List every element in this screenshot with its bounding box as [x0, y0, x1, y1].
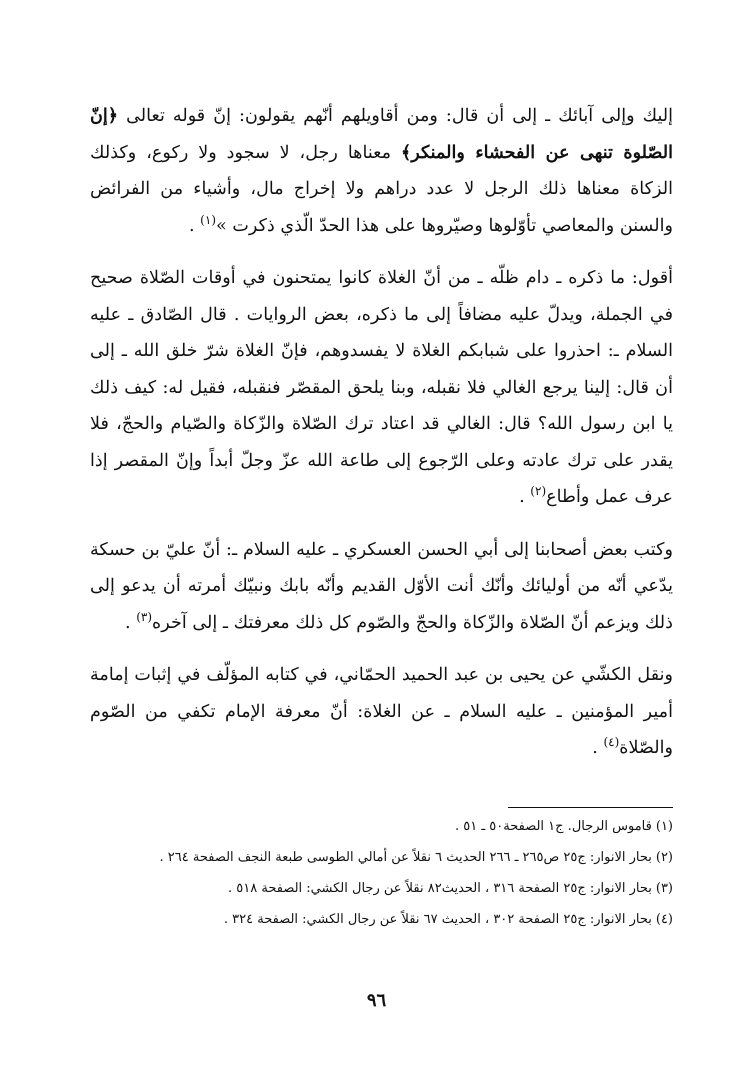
footnote-3-text: بحار الانوار: ج٢٥ الصفحة ٣١٦ ، الحديث٨٢ نقلاً عن رجال الكشي: الصفحة ٥١٨ .: [228, 881, 652, 896]
paragraph-2-text: أقول: ما ذكره ـ دام ظلّه ـ من أنّ الغلاة كانوا يمتحنون في أوقات الصّلاة صحيح في الجملة، ويدلّ عليه مضافاً إلى ما ذكره، بعض الروايات . قال الصّادق ـ عليه السلام ـ: احذروا على شبابكم الغلاة لا يفسدوهم، فإنّ الغلاة شرّ خلق الله ـ إلى أن قال: إلينا يرجع الغالي فلا نقبله، وبنا يلحق المقصّر فنقبله، فقيل له: كيف ذلك يا ابن رسول الله؟ قال: الغالي قد اعتاد ترك الصّلاة والزّكاة والصّيام والحجّ، فلا يقدر على ترك عادته وعلى الرّجوع إلى طاعة الله عزّ وجلّ أبداً وإنّ المقصر إذا عرف عمل وأطاع: [90, 268, 673, 507]
paragraph-3: [90, 532, 673, 642]
page-number: ٩٦: [366, 990, 387, 1011]
paragraph-3-text: وكتب بعض أصحابنا إلى أبي الحسن العسكري ـ عليه السلام ـ: أنّ عليّ بن حسكة يدّعي أنّه من أوليائك وأنّك أنت الأوّل القديم وأنّه بابك ونبيّك أمرته أن يدعو إلى ذلك ويزعم أنّ الصّلاة والزّكاة والحجّ والصّوم كل ذلك معرفتك ـ إلى آخره: [90, 539, 673, 633]
paragraph-4: [90, 657, 673, 767]
footnote-4-text: بحار الانوار: ج٢٥ الصفحة ٣٠٢ ، الحديث ٦٧ نقلاً عن رجال الكشي: الصفحة ٣٢٤ .: [223, 912, 652, 927]
footnote-marker-4[interactable]: (٤): [603, 735, 620, 750]
footnote-1-number: (١): [655, 819, 673, 834]
footnote-marker-2[interactable]: (٢): [530, 484, 547, 499]
footnote-3-number: (٣): [655, 881, 673, 896]
footnote-1-text: قاموس الرجال. ج١ الصفحة٥٠ ـ ٥١ .: [454, 819, 652, 834]
paragraph-4-text: ونقل الكشّي عن يحيى بن عبد الحميد الحمّاني، في كتابه المؤلّف في إثبات إمامة أمير المؤمنين ـ عليه السلام ـ عن الغلاة: أنّ معرفة الإمام تكفي من الصّوم والصّلاة: [90, 665, 673, 758]
footnotes: [90, 813, 673, 937]
footnote-marker-1[interactable]: (١): [200, 212, 216, 227]
paragraph-4-end: .: [592, 738, 604, 758]
footnote-2-number: (٢): [655, 850, 673, 865]
paragraph-2-end: .: [519, 487, 531, 507]
paragraph-1-end: .: [188, 215, 201, 236]
footnote-4: [90, 906, 673, 933]
footnote-1: [90, 813, 673, 840]
footnote-3: [90, 875, 673, 902]
footnote-2-text: بحار الانوار: ج٢٥ ص٢٦٥ ـ ٢٦٦ الحديث ٦ نقلاً عن أمالي الطوسى طبعة النجف الصفحة ٢٦٤ .: [159, 850, 652, 865]
quran-quote: ﴿إنّ الصّلوة تنهى عن الفحشاء والمنكر﴾: [90, 105, 673, 163]
paragraph-3-end: .: [125, 612, 137, 633]
footnote-divider: [508, 807, 673, 808]
main-text: [90, 98, 673, 783]
footnote-4-number: (٤): [655, 912, 673, 927]
paragraph-2: [90, 260, 673, 516]
paragraph-1-before: إليك وإلى آبائك ـ إلى أن قال: ومن أقاويلهم أنّهم يقولون: إنّ قوله تعالى: [118, 106, 673, 126]
paragraph-1: [90, 98, 673, 244]
footnote-marker-3[interactable]: (٣): [136, 609, 153, 624]
footnote-2: [90, 844, 673, 871]
paragraph-1-after: معناها رجل، لا سجود ولا ركوع، وكذلك الزكاة معناها ذلك الرجل لا عدد دراهم ولا إخراج مال، وأشياء من الفرائض والسنن والمعاصي تأوّلوها وصيّروها على هذا الحدّ الّذي ذكرت »: [90, 142, 673, 236]
